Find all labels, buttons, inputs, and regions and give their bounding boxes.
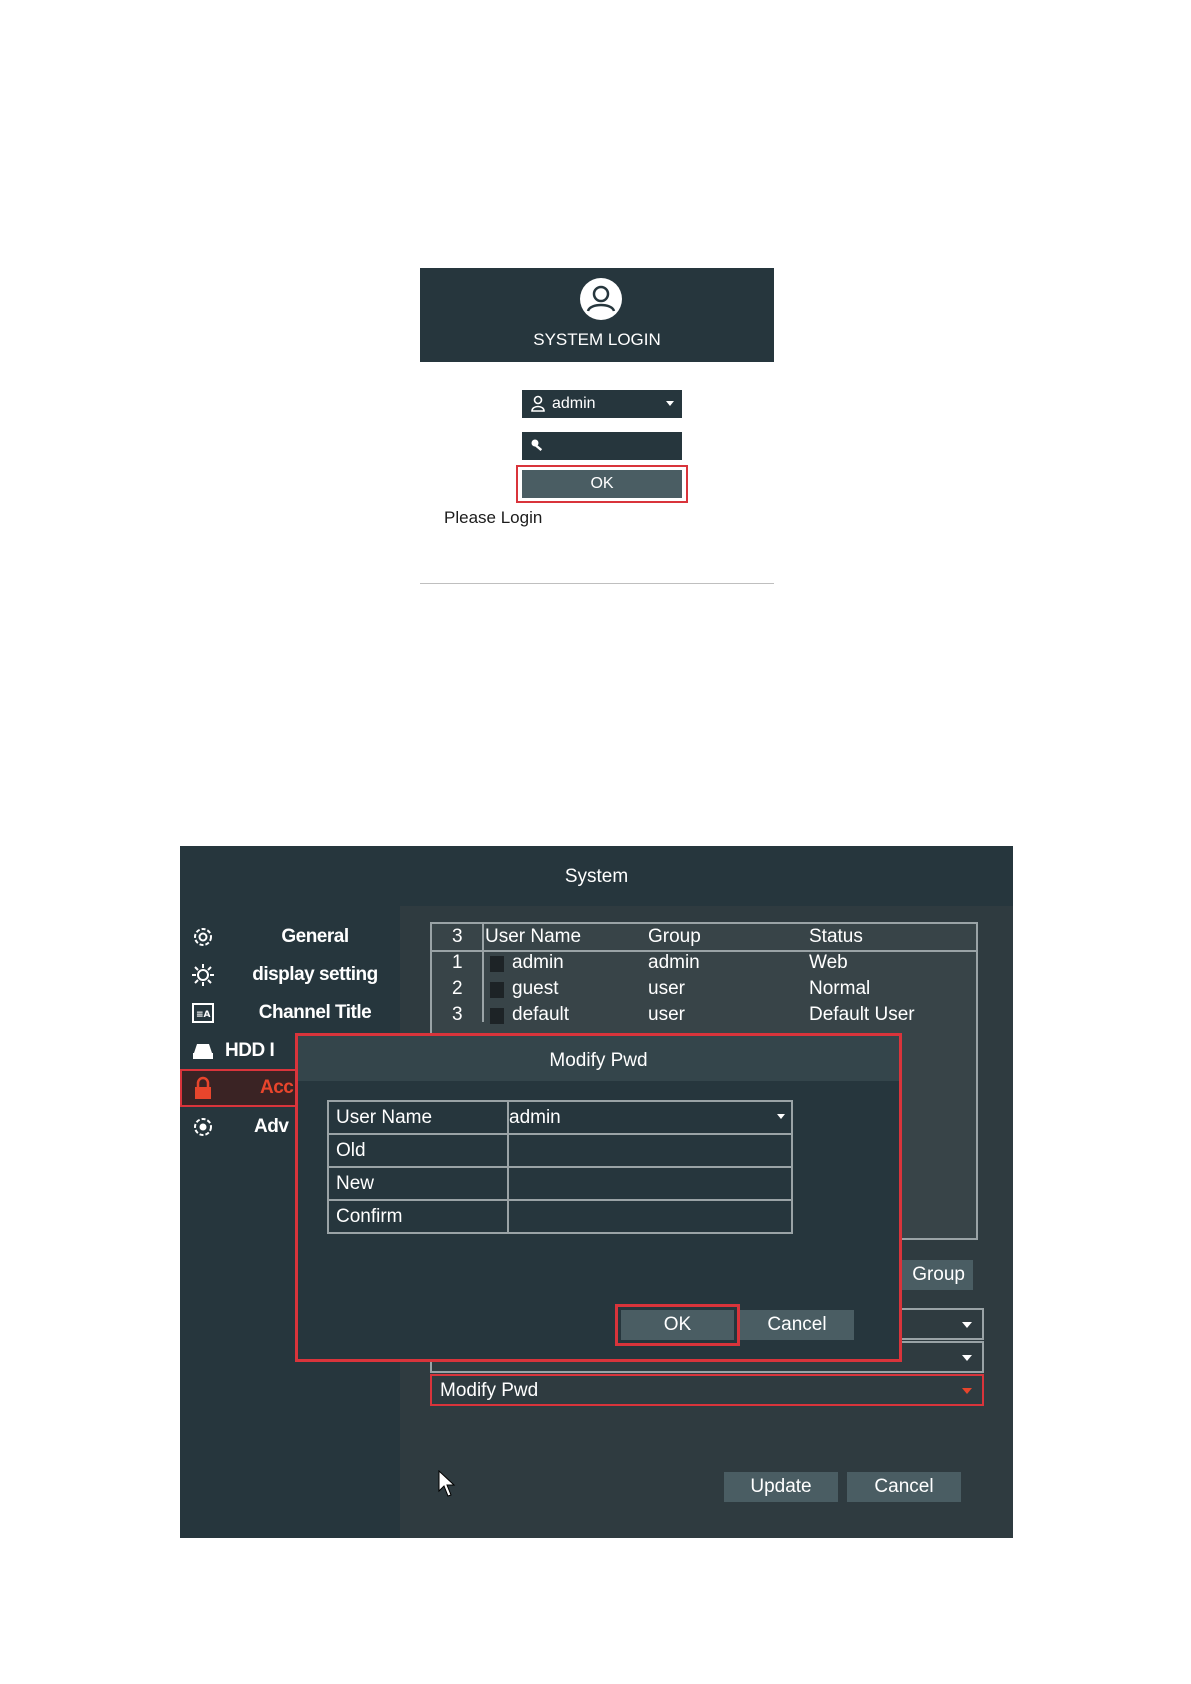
sidebar-item-general[interactable]: [180, 918, 400, 956]
dialog-ok-button[interactable]: OK: [621, 1310, 734, 1340]
row-checkbox[interactable]: [490, 956, 504, 972]
row-number: 2: [452, 978, 463, 999]
sidebar-item-label: Adv: [254, 1116, 289, 1137]
lock-icon: [191, 1076, 215, 1100]
advanced-gear-icon: [191, 1115, 215, 1139]
header-user-name: User Name: [485, 926, 582, 947]
login-panel: [420, 268, 774, 584]
sidebar-item-label: HDD I: [225, 1040, 275, 1061]
column-divider: [482, 924, 484, 1022]
sidebar-item-channel-title[interactable]: [180, 994, 400, 1032]
dialog-header: [298, 1036, 899, 1081]
row-status: Default User: [809, 1004, 915, 1025]
dialog-cancel-button[interactable]: Cancel: [740, 1310, 854, 1340]
mouse-cursor-icon: [438, 1470, 456, 1498]
row-user-name: admin: [512, 952, 564, 973]
sidebar-item-label: display setting: [252, 964, 378, 985]
sidebar-item-label: Channel Title: [258, 1002, 372, 1023]
password-input[interactable]: [522, 432, 682, 460]
sidebar-item-label: Acc: [260, 1077, 294, 1098]
old-password-field[interactable]: [329, 1135, 791, 1168]
chevron-down-icon: [962, 1355, 972, 1361]
system-window: [180, 846, 1013, 1538]
cancel-button[interactable]: Cancel: [847, 1472, 961, 1502]
field-label: New: [336, 1173, 375, 1194]
row-number: 3: [452, 1004, 463, 1025]
row-user-name: guest: [512, 978, 559, 999]
system-title: System: [564, 866, 629, 887]
group-button[interactable]: Group: [820, 1260, 973, 1290]
user-name-row[interactable]: [329, 1102, 791, 1135]
channel-title-icon: [191, 1001, 215, 1025]
field-label: Old: [336, 1140, 366, 1161]
username-value: admin: [552, 395, 596, 412]
field-label: Confirm: [336, 1206, 403, 1227]
svg-text:≡A: ≡A: [196, 1010, 211, 1020]
column-divider: [507, 1201, 509, 1234]
row-group: user: [648, 1004, 685, 1025]
user-name-value: admin: [509, 1107, 561, 1128]
modify-pwd-dialog: [295, 1033, 902, 1362]
username-select[interactable]: [522, 390, 682, 418]
row-number: 1: [452, 952, 463, 973]
row-status: Web: [809, 952, 848, 973]
confirm-password-field[interactable]: [329, 1201, 791, 1234]
header-status: Status: [809, 926, 863, 947]
user-icon: [530, 395, 546, 413]
sun-icon: [191, 963, 215, 987]
ok-highlight: [516, 465, 688, 503]
modify-pwd-select[interactable]: [430, 1374, 984, 1406]
chevron-down-icon: [962, 1388, 972, 1394]
sidebar-item-label: General: [281, 926, 349, 947]
row-user-name: default: [512, 1004, 570, 1025]
ok-highlight: [615, 1304, 740, 1346]
table-header: [432, 924, 976, 952]
row-status: Normal: [809, 978, 871, 999]
chevron-down-icon: [666, 401, 674, 406]
user-count: 3: [452, 926, 463, 947]
chevron-down-icon: [777, 1114, 785, 1119]
header-group: Group: [648, 926, 701, 947]
gear-icon: [191, 925, 215, 949]
user-avatar-icon: [580, 278, 622, 320]
hdd-icon: [191, 1039, 215, 1063]
login-message: Please Login: [444, 508, 543, 527]
modify-pwd-label: Modify Pwd: [440, 1380, 539, 1401]
new-password-field[interactable]: [329, 1168, 791, 1201]
row-group: user: [648, 978, 685, 999]
row-checkbox[interactable]: [490, 1008, 504, 1024]
row-checkbox[interactable]: [490, 982, 504, 998]
login-title: SYSTEM LOGIN: [533, 330, 661, 349]
column-divider: [507, 1135, 509, 1168]
system-titlebar: [180, 846, 1013, 906]
update-button[interactable]: Update: [724, 1472, 838, 1502]
dialog-title: Modify Pwd: [549, 1050, 648, 1071]
sidebar-item-display-setting[interactable]: [180, 956, 400, 994]
field-label: User Name: [336, 1107, 433, 1128]
chevron-down-icon: [962, 1322, 972, 1328]
login-ok-button[interactable]: OK: [522, 470, 682, 498]
row-group: admin: [648, 952, 700, 973]
password-form: [327, 1100, 793, 1234]
column-divider: [507, 1168, 509, 1201]
key-icon: [530, 437, 546, 455]
login-header: [420, 268, 774, 362]
